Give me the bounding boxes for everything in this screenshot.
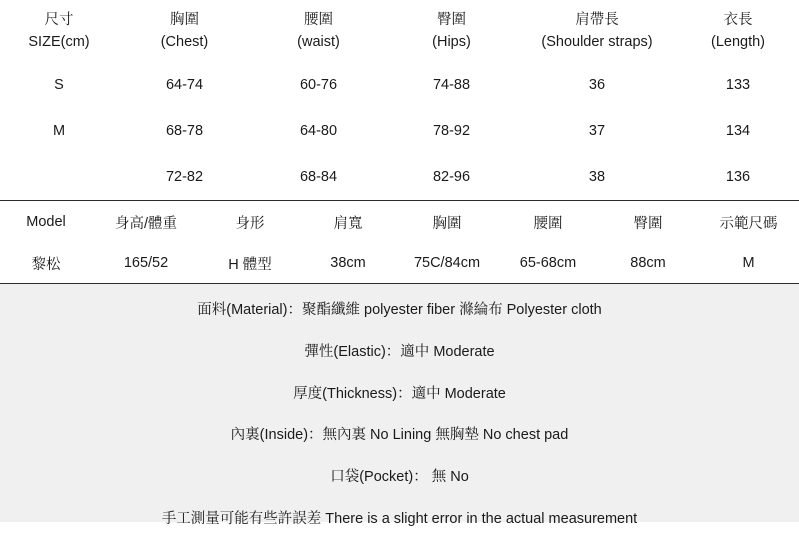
size-chart-header-length-en: (Length) — [710, 34, 765, 50]
cell-hips: 74-88 — [432, 77, 471, 93]
model-header-model: Model — [26, 214, 66, 230]
model-header-sample-size: 示範尺碼 — [719, 215, 778, 232]
size-chart-header-straps — [517, 0, 677, 62]
cell-waist: 64-80 — [299, 123, 338, 139]
cell-size: M — [52, 123, 66, 139]
size-chart-header-chest — [118, 0, 251, 62]
model-header-body-shape: 身形 — [235, 215, 265, 232]
model-header-waist: 腰圍 — [533, 215, 563, 232]
size-chart-header-hips — [386, 0, 517, 62]
size-chart-header-hips-cn: 臀圍 — [437, 11, 466, 28]
size-chart-header-size-cn: 尺寸 — [44, 11, 74, 28]
cell-chest: 64-74 — [165, 77, 204, 93]
size-chart-header-length-cn: 衣長 — [723, 11, 753, 28]
cell-hips: 78-92 — [432, 123, 471, 139]
material-spec-block — [0, 284, 799, 527]
spec-thickness: 厚度(Thickness)：適中 Moderate — [293, 385, 506, 402]
spec-inside: 內裏(Inside)：無內裏 No Lining 無胸墊 No chest pad — [230, 427, 569, 444]
model-value-chest: 75C/84cm — [413, 255, 481, 271]
size-chart-table — [0, 0, 799, 200]
table-row — [0, 154, 799, 200]
model-value-waist: 65-68cm — [519, 255, 577, 271]
cell-straps: 36 — [588, 77, 606, 93]
model-header-height-weight: 身高/體重 — [114, 215, 178, 232]
size-chart-header-size-en: SIZE(cm) — [28, 34, 90, 50]
cell-hips: 82-96 — [432, 169, 471, 185]
size-chart-header-waist-cn: 腰圍 — [304, 11, 333, 28]
size-chart-header-size — [0, 0, 118, 62]
size-chart-header-straps-en: (Shoulder straps) — [541, 34, 653, 50]
model-value-row — [0, 243, 799, 283]
spec-elastic: 彈性(Elastic)：適中 Moderate — [304, 343, 495, 360]
model-value-height-weight: 165/52 — [123, 255, 169, 271]
cell-waist: 60-76 — [299, 77, 338, 93]
model-value-hips: 88cm — [630, 255, 666, 271]
model-header-shoulder-width: 肩寬 — [333, 215, 363, 232]
model-value-body-shape: H 體型 — [228, 256, 272, 273]
cell-length: 134 — [725, 123, 751, 139]
cell-waist: 68-84 — [299, 169, 338, 185]
model-info-table — [0, 201, 799, 283]
size-chart-header-hips-en: (Hips) — [432, 34, 471, 50]
model-value-model: 黎松 — [31, 256, 61, 273]
spec-measurement-note: 手工測量可能有些許誤差 There is a slight error in the actual measurement — [161, 510, 638, 527]
spec-material: 面料(Material)：聚酯纖維 polyester fiber 滌綸布 Polyester cloth — [197, 302, 602, 318]
model-value-sample-size: M — [742, 255, 755, 271]
cell-size: S — [54, 77, 64, 93]
table-row — [0, 108, 799, 154]
cell-chest: 68-78 — [165, 123, 204, 139]
cell-size — [0, 154, 118, 200]
size-chart-header-straps-cn: 肩帶長 — [575, 11, 619, 28]
size-chart-header-waist — [251, 0, 386, 62]
cell-length: 133 — [725, 77, 751, 93]
size-chart-header-waist-en: (waist) — [297, 34, 340, 50]
cell-chest: 72-82 — [165, 169, 204, 185]
model-header-chest: 胸圍 — [432, 215, 462, 232]
model-header-row — [0, 201, 799, 243]
model-value-shoulder-width: 38cm — [330, 255, 366, 271]
cell-straps: 37 — [588, 123, 606, 139]
cell-length: 136 — [725, 169, 751, 185]
size-chart-header-length — [677, 0, 799, 62]
cell-straps: 38 — [588, 169, 606, 185]
model-header-hips: 臀圍 — [633, 215, 663, 232]
size-chart-header-chest-en: (Chest) — [160, 34, 209, 50]
size-chart-header-chest-cn: 胸圍 — [170, 11, 199, 28]
spec-pocket: 口袋(Pocket)： 無 No — [330, 469, 469, 485]
size-chart-header-row — [0, 0, 799, 62]
table-row — [0, 62, 799, 108]
